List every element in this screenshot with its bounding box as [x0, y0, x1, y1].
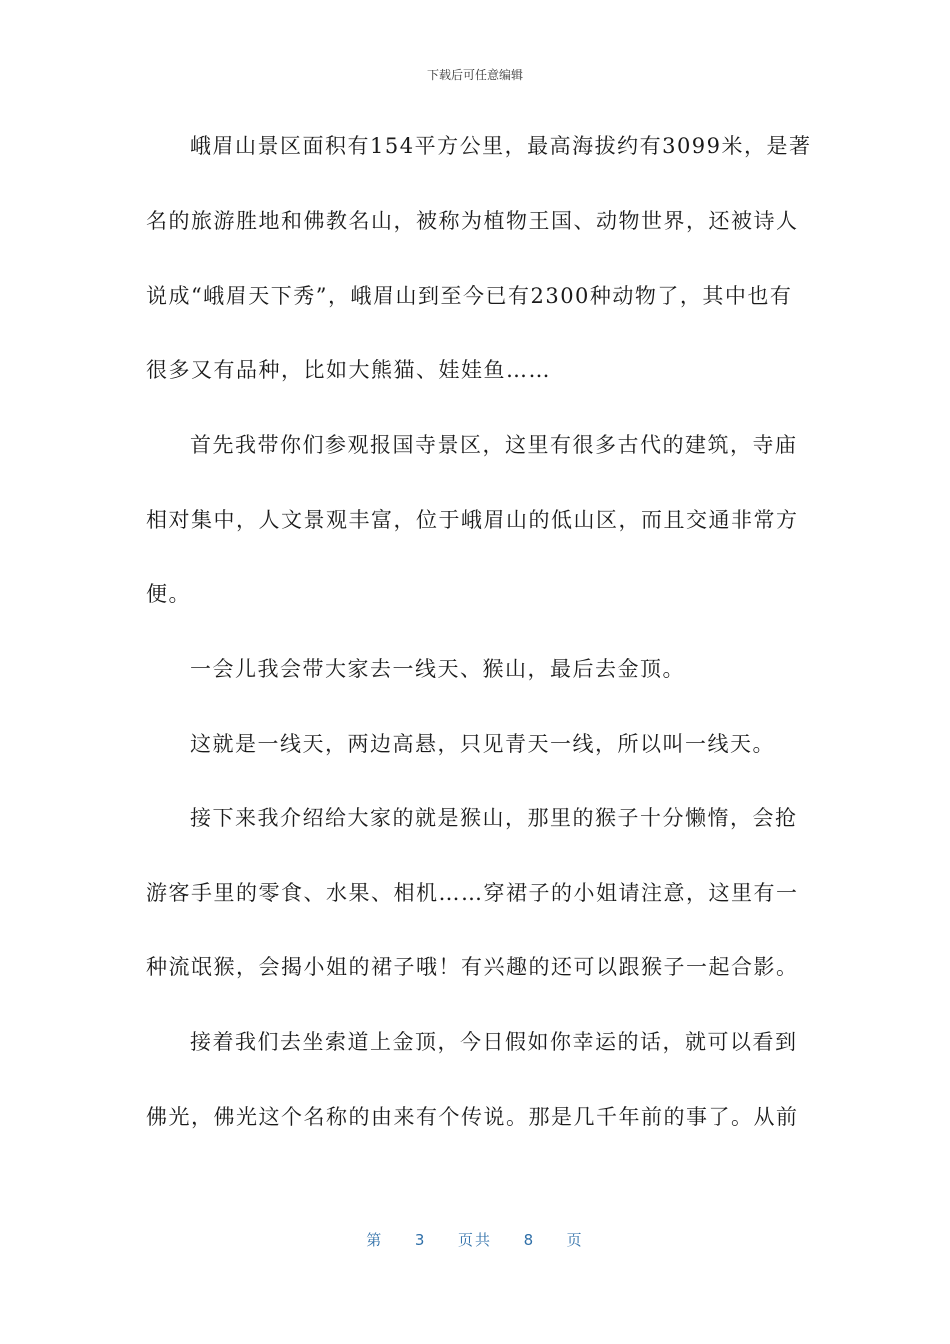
- paragraph-line: 一会儿我会带大家去一线天、猴山，最后去金顶。: [190, 657, 685, 681]
- paragraph-line: 种流氓猴，会揭小姐的裙子哦！有兴趣的还可以跟猴子一起合影。: [146, 955, 799, 979]
- footer-page-total: 8: [523, 1231, 536, 1249]
- footer-page-suffix: 页: [566, 1231, 584, 1249]
- paragraph-line: 峨眉山景区面积有154平方公里，最高海拔约有3099米，是著: [190, 134, 812, 158]
- paragraph-line: 很多又有品种，比如大熊猫、娃娃鱼……: [146, 358, 551, 382]
- paragraph-line: 首先我带你们参观报国寺景区，这里有很多古代的建筑，寺庙: [190, 433, 798, 457]
- paragraph-line: 这就是一线天，两边高悬，只见青天一线，所以叫一线天。: [190, 732, 775, 756]
- paragraph-line: 接着我们去坐索道上金顶，今日假如你幸运的话，就可以看到: [190, 1030, 798, 1054]
- footer-page-number: 3: [414, 1231, 427, 1249]
- footer-page-prefix: 第: [366, 1231, 384, 1249]
- paragraph-line: 说成“峨眉天下秀”，峨眉山到至今已有2300种动物了，其中也有: [146, 284, 793, 308]
- paragraph-line: 接下来我介绍给大家的就是猴山，那里的猴子十分懒惰，会抢: [190, 806, 798, 830]
- page-footer: [0, 1229, 950, 1250]
- paragraph-line: 游客手里的零食、水果、相机……穿裙子的小姐请注意，这里有一: [146, 881, 799, 905]
- paragraph-line: 佛光，佛光这个名称的由来有个传说。那是几千年前的事了。从前: [146, 1105, 799, 1129]
- footer-page-middle: 页共: [457, 1231, 492, 1249]
- paragraph-line: 便。: [146, 582, 191, 606]
- page-header: 下载后可任意编辑: [426, 68, 523, 82]
- paragraph-line: 名的旅游胜地和佛教名山，被称为植物王国、动物世界，还被诗人: [146, 209, 799, 233]
- paragraph-line: 相对集中，人文景观丰富，位于峨眉山的低山区，而且交通非常方: [146, 508, 799, 532]
